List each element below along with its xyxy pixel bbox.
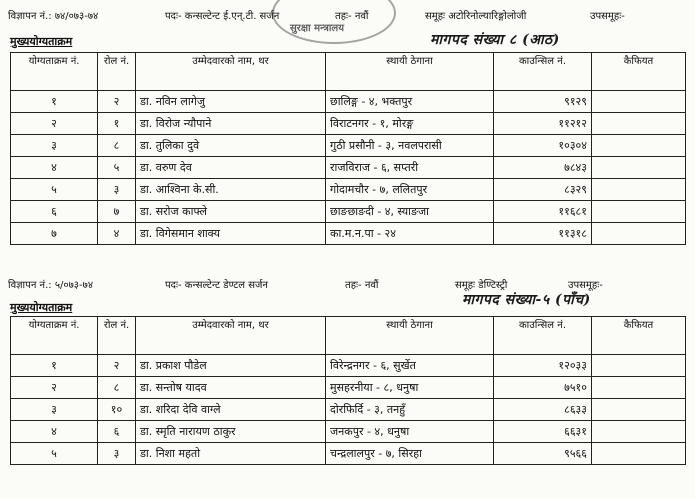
subgroup: उपसमूहः- (590, 11, 625, 22)
level: तहः- नवौं (345, 280, 379, 291)
council-cell: ११२१२ (494, 113, 592, 135)
roll-cell: ३ (98, 443, 136, 465)
advert-number: विज्ञापन नं.: ७४/०७३-७४ (8, 11, 99, 22)
level: तहः- नवौं (335, 11, 369, 22)
section1-title: मुख्ययोग्यताक्रम (10, 35, 73, 48)
stamp-text: सुरक्षा मन्त्रालय (290, 23, 345, 34)
council-cell: १२०३३ (494, 355, 592, 377)
council-cell: ६६३१ (494, 421, 592, 443)
table-row (11, 135, 686, 157)
table-row (11, 377, 686, 399)
col-address: स्थायी ठेगाना (326, 53, 494, 91)
roll-cell: ७ (98, 201, 136, 223)
advert-number: विज्ञापन नं.: ५/०७३-७४ (8, 280, 94, 291)
address-cell: छाङछाङदी - ४, स्याङजा (326, 201, 494, 223)
rank-cell: १ (11, 91, 98, 113)
name-cell: डा. आश्विना के.सी. (136, 179, 326, 201)
col-roll: रोल नं. (98, 317, 136, 355)
council-cell: ७५१० (494, 377, 592, 399)
col-rank: योग्यताक्रम नं. (11, 317, 98, 355)
post-title: पदः- कन्सल्टेन्ट ई.एन्.टी. सर्जन (165, 11, 280, 22)
roll-cell: २ (98, 91, 136, 113)
address-cell: गोदामचौर - ७, ललितपुर (326, 179, 494, 201)
col-name: उम्मेदवारको नाम, थर (136, 53, 326, 91)
post-title: पदः- कन्सल्टेन्ट डेण्टल सर्जन (165, 280, 268, 291)
roll-cell: १० (98, 399, 136, 421)
remark-cell (592, 179, 686, 201)
rank-cell: ४ (11, 157, 98, 179)
remark-cell (592, 157, 686, 179)
remark-cell (592, 399, 686, 421)
address-cell: का.म.न.पा - २४ (326, 223, 494, 245)
col-council: काउन्सिल नं. (494, 317, 592, 355)
address-cell: विरेन्द्रनगर - ६, सुर्खेत (326, 355, 494, 377)
table-row (11, 443, 686, 465)
rank-cell: ५ (11, 443, 98, 465)
section1-handwritten-note: मागपद संख्या ८ (आठ) (430, 32, 560, 48)
rank-cell: ५ (11, 179, 98, 201)
address-cell: दोरफिर्दि - ३, तनहुँ (326, 399, 494, 421)
address-cell: गुठी प्रसौनी - ३, नवलपरासी (326, 135, 494, 157)
remark-cell (592, 91, 686, 113)
table-row (11, 157, 686, 179)
table-header-row (11, 53, 686, 91)
group: समूहः डेण्टिस्ट्री (455, 280, 508, 291)
rank-cell: ४ (11, 421, 98, 443)
table-row (11, 201, 686, 223)
col-rank: योग्यताक्रम नं. (11, 53, 98, 91)
col-remark: कैफियत (592, 53, 686, 91)
name-cell: डा. सरोज काफ्ले (136, 201, 326, 223)
remark-cell (592, 223, 686, 245)
rank-cell: ३ (11, 135, 98, 157)
address-cell: विराटनगर - १, मोरङ्ग (326, 113, 494, 135)
name-cell: डा. स्मृति नारायण ठाकुर (136, 421, 326, 443)
council-cell: ९५६६ (494, 443, 592, 465)
remark-cell (592, 421, 686, 443)
roll-cell: २ (98, 355, 136, 377)
name-cell: डा. प्रकाश पौडेल (136, 355, 326, 377)
council-cell: ७८४३ (494, 157, 592, 179)
roll-cell: ८ (98, 135, 136, 157)
address-cell: छालिङ्ग - ४, भक्तपुर (326, 91, 494, 113)
council-cell: ८३२९ (494, 179, 592, 201)
table-row (11, 91, 686, 113)
table-row (11, 223, 686, 245)
roll-cell: ३ (98, 179, 136, 201)
rank-cell: २ (11, 113, 98, 135)
name-cell: डा. वरुण देव (136, 157, 326, 179)
section1-table (10, 52, 686, 245)
remark-cell (592, 355, 686, 377)
name-cell: डा. निशा महतो (136, 443, 326, 465)
section2-title: मुख्ययोग्यताक्रम (10, 301, 73, 314)
rank-cell: ७ (11, 223, 98, 245)
name-cell: डा. विरोज न्यौपाने (136, 113, 326, 135)
council-cell: १०३०४ (494, 135, 592, 157)
table-row (11, 421, 686, 443)
table-row (11, 399, 686, 421)
remark-cell (592, 135, 686, 157)
roll-cell: ४ (98, 223, 136, 245)
col-roll: रोल नं. (98, 53, 136, 91)
rank-cell: १ (11, 355, 98, 377)
name-cell: डा. विगेसमान शाक्य (136, 223, 326, 245)
section2-handwritten-note: मागपद संख्या-५ (पाँच) (462, 292, 591, 308)
remark-cell (592, 443, 686, 465)
table-row (11, 113, 686, 135)
address-cell: राजविराज - ६, सप्तरी (326, 157, 494, 179)
council-cell: ८६३३ (494, 399, 592, 421)
col-remark: कैफियत (592, 317, 686, 355)
col-name: उम्मेदवारको नाम, थर (136, 317, 326, 355)
rank-cell: २ (11, 377, 98, 399)
table-row (11, 355, 686, 377)
table-row (11, 179, 686, 201)
roll-cell: ८ (98, 377, 136, 399)
section2-table (10, 316, 686, 465)
council-cell: ११६८१ (494, 201, 592, 223)
name-cell: डा. तुलिका दुवे (136, 135, 326, 157)
remark-cell (592, 377, 686, 399)
rank-cell: ६ (11, 201, 98, 223)
address-cell: चन्द्रलालपुर - ७, सिरहा (326, 443, 494, 465)
council-cell: ९१२९ (494, 91, 592, 113)
address-cell: मुसहरनीया - ८, धनुषा (326, 377, 494, 399)
name-cell: डा. सन्तोष यादव (136, 377, 326, 399)
remark-cell (592, 113, 686, 135)
roll-cell: ६ (98, 421, 136, 443)
remark-cell (592, 201, 686, 223)
rank-cell: ३ (11, 399, 98, 421)
name-cell: डा. नविन लागेजु (136, 91, 326, 113)
subgroup: उपसमूहः- (568, 280, 603, 291)
roll-cell: ५ (98, 157, 136, 179)
group: समूहः अटोरिनोल्यारिङ्गोलोजी (425, 11, 527, 22)
col-council: काउन्सिल नं. (494, 53, 592, 91)
col-address: स्थायी ठेगाना (326, 317, 494, 355)
address-cell: जनकपुर - ४, धनुषा (326, 421, 494, 443)
council-cell: ११३१८ (494, 223, 592, 245)
name-cell: डा. शरिदा देवि वाग्ले (136, 399, 326, 421)
table-header-row (11, 317, 686, 355)
roll-cell: १ (98, 113, 136, 135)
